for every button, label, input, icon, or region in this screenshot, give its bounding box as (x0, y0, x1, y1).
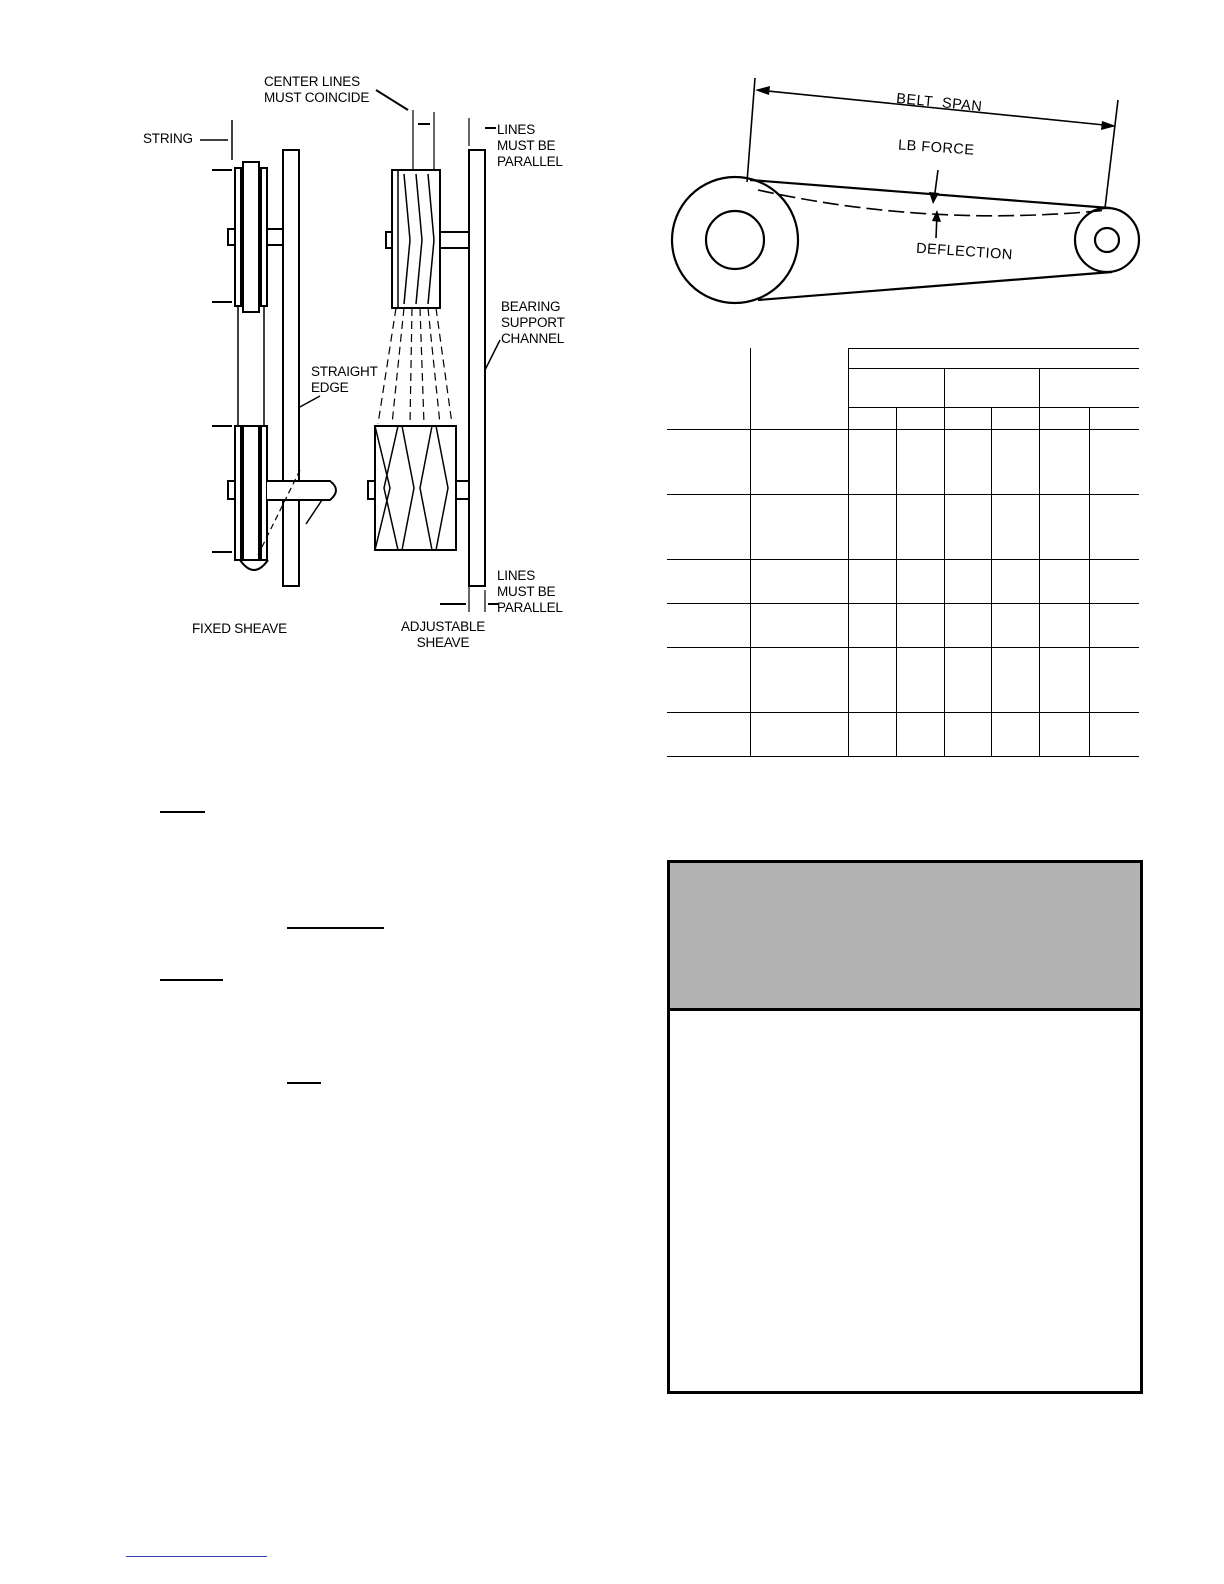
table-rule (944, 368, 945, 756)
heading-underline (160, 811, 205, 813)
table-rule (667, 712, 1139, 713)
belt-tension-table (667, 348, 1139, 758)
table-rule (1039, 368, 1040, 756)
table-rule (667, 756, 1139, 757)
center-lines-label: CENTER LINES MUST COINCIDE (264, 74, 370, 105)
emphasis-underline (287, 1082, 321, 1084)
table-rule (667, 559, 1139, 560)
lines-parallel-top-label: LINES MUST BE PARALLEL (497, 122, 563, 169)
table-rule (849, 348, 1139, 349)
string-label: STRING (143, 131, 193, 146)
fixed-sheave-label: FIXED SHEAVE (192, 621, 287, 636)
caution-box (667, 860, 1143, 1394)
caution-header (670, 863, 1140, 1011)
table-rule (667, 647, 1139, 648)
lb-force-label: LB FORCE (897, 137, 975, 159)
table-rule (1089, 407, 1090, 756)
table-rule (667, 429, 1139, 430)
bearing-support-label: BEARING SUPPORT CHANNEL (501, 299, 565, 346)
table-rule (667, 494, 1139, 495)
table-rule (849, 368, 1139, 369)
emphasis-underline (287, 927, 384, 929)
adjustable-sheave-label: ADJUSTABLE SHEAVE (400, 619, 486, 650)
table-rule (896, 407, 897, 756)
footer-link-rule (126, 1556, 267, 1557)
heading-underline (160, 979, 223, 981)
table-rule (848, 348, 849, 756)
belt-span-label: BELT SPAN (895, 90, 983, 116)
straight-edge-label: STRAIGHT EDGE (311, 364, 378, 395)
table-rule (991, 407, 992, 756)
table-rule (849, 407, 1139, 408)
table-rule (667, 603, 1139, 604)
deflection-label: DEFLECTION (915, 240, 1014, 264)
lines-parallel-bottom-label: LINES MUST BE PARALLEL (497, 568, 563, 615)
table-rule (750, 348, 751, 756)
